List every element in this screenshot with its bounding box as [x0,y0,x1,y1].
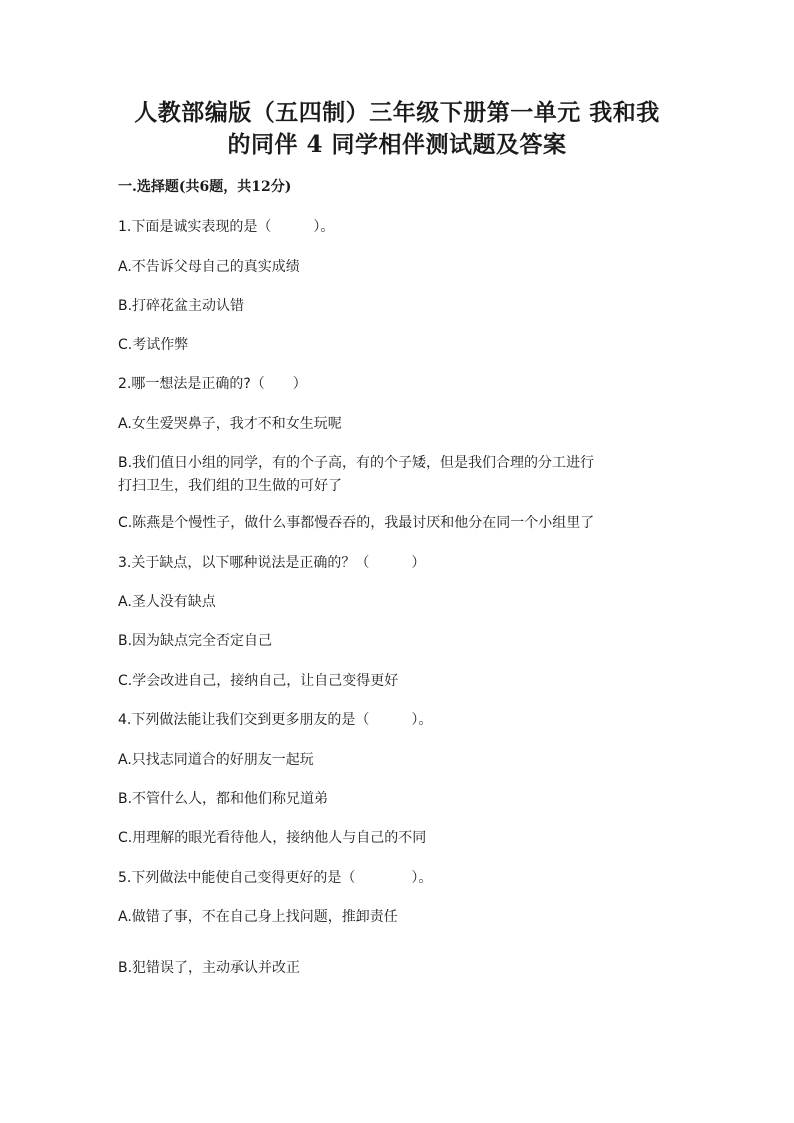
question-4-option-a: A.只找志同道合的好朋友一起玩 [118,752,314,768]
question-1-option-b: B.打碎花盆主动认错 [118,298,245,314]
question-4-option-b: B.不管什么人，都和他们称兄道弟 [118,791,329,807]
question-4-option-c: C.用理解的眼光看待他人，接纳他人与自己的不同 [118,830,427,846]
question-5-option-a: A.做错了事，不在自己身上找问题，推卸责任 [118,909,398,925]
question-2-option-b: B.我们值日小组的同学，有的个子高，有的个子矮，但是我们合理的分工进行 [118,455,595,471]
question-1-option-c: C.考试作弊 [118,337,189,353]
question-1-option-a: A.不告诉父母自己的真实成绩 [118,259,300,275]
question-5-stem: 5.下列做法中能使自己变得更好的是（ ）。 [118,870,433,886]
section-heading: 一.选择题(共6题，共12分) [118,179,292,195]
question-2-option-b-continued: 打扫卫生，我们组的卫生做的可好了 [118,478,342,494]
question-3-stem: 3.关于缺点，以下哪种说法是正确的？（ ） [118,555,426,571]
question-4-stem: 4.下列做法能让我们交到更多朋友的是（ ）。 [118,712,433,728]
question-1-stem: 1.下面是诚实表现的是（ ）。 [118,219,335,235]
question-2-option-a: A.女生爱哭鼻子，我才不和女生玩呢 [118,416,342,432]
question-3-option-a: A.圣人没有缺点 [118,594,216,610]
question-2-option-c: C.陈燕是个慢性子，做什么事都慢吞吞的，我最讨厌和他分在同一个小组里了 [118,515,595,531]
question-3-option-c: C.学会改进自己，接纳自己，让自己变得更好 [118,673,399,689]
question-2-stem: 2.哪一想法是正确的?（ ） [118,376,307,392]
question-5-option-b: B.犯错误了，主动承认并改正 [118,960,301,976]
document-title-line-1: 人教部编版（五四制）三年级下册第一单元 我和我 [134,99,660,126]
question-3-option-b: B.因为缺点完全否定自己 [118,633,273,649]
document-title-line-2: 的同伴 4 同学相伴测试题及答案 [227,131,567,158]
